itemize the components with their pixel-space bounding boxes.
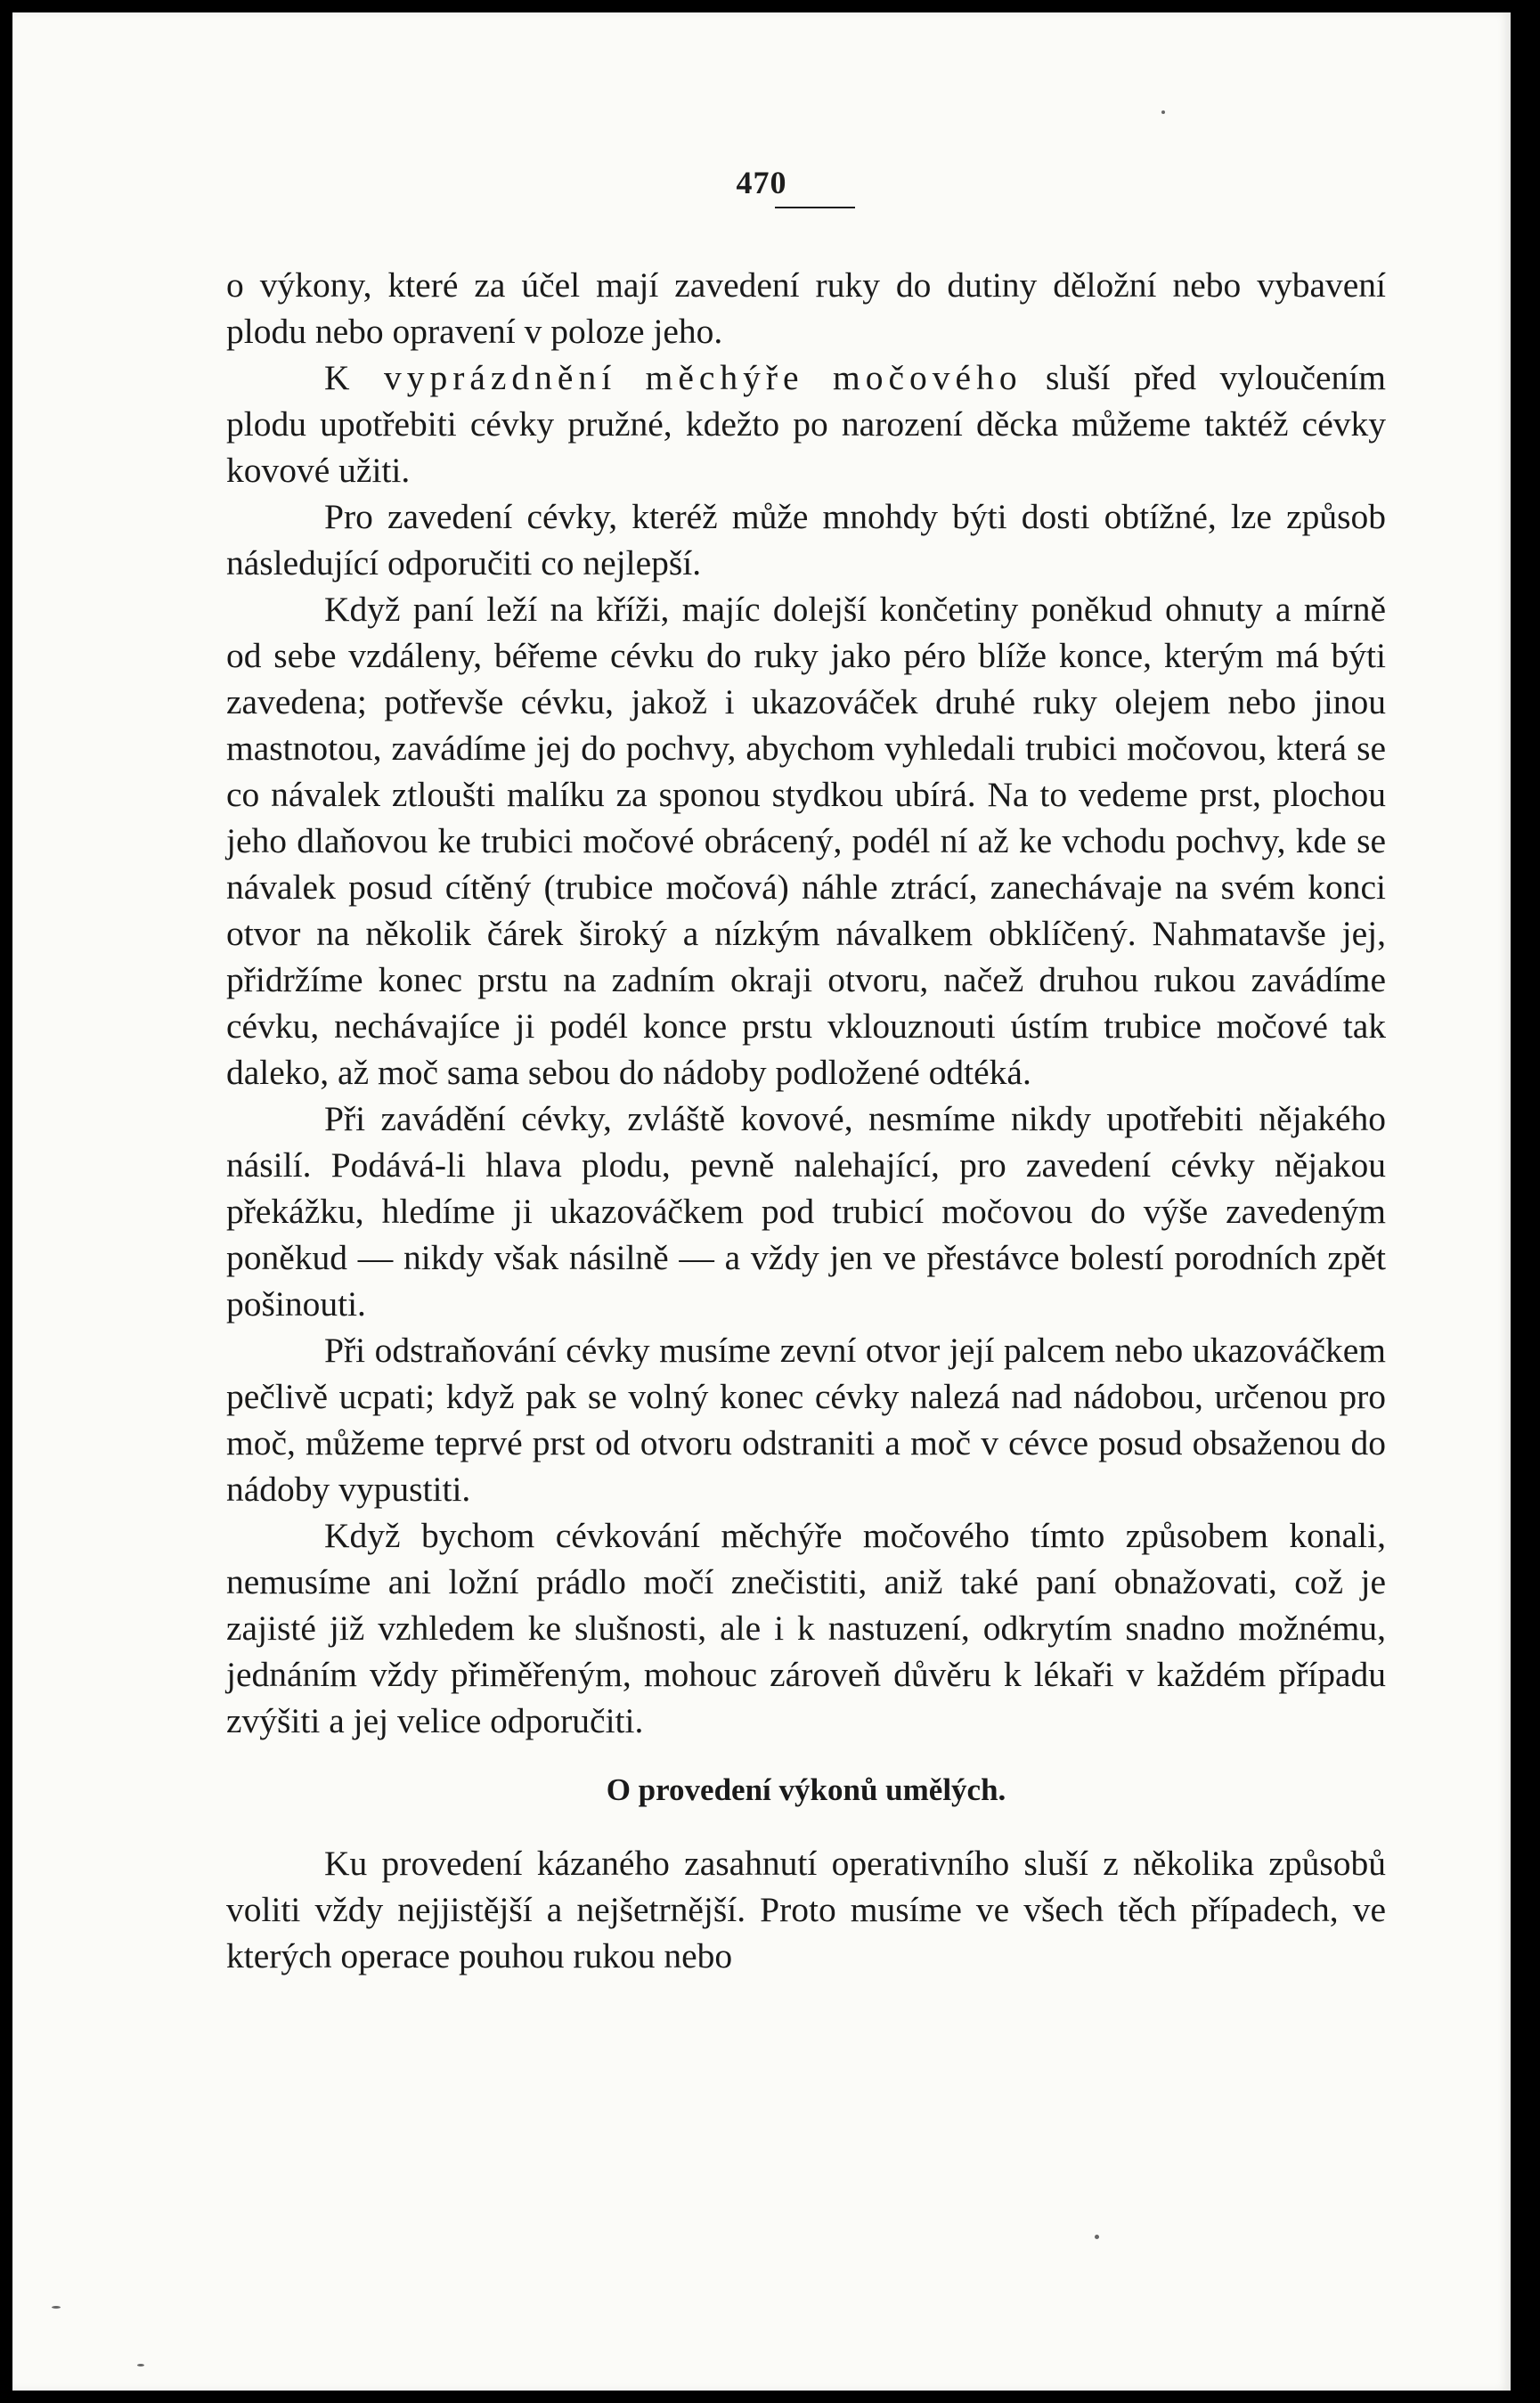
paragraph-caution: Při zavádění cévky, zvláště kovové, nesmíme nikdy upotřebiti nějakého násilí. Podává-li hlava plodu, pevně nalehající, pro zavedení cévky nějakou překážku, hledíme ji ukazováčkem pod trubicí močovou do výše zavedeným poněkud — nikdy však násilně — a vždy jen ve přestávce bolestí porodních zpět pošinouti. — [226, 1099, 1386, 1324]
paragraph-removal: Při odstraňování cévky musíme zevní otvor její palcem nebo ukazováčkem pečlivě ucpati; když pak se volný konec cévky nalezá nad nádobou, určenou pro moč, můžeme teprvé prst od otvoru odstraniti a moč v cévce posud obsaženou do nádoby vypustiti. — [226, 1331, 1386, 1509]
paper-speck — [52, 2306, 61, 2309]
paragraph-section-intro: Ku provedení kázaného zasahnutí operativního sluší z několika způsobů voliti vždy nejjistější a nejšetrnější. Proto musíme ve všech těch případech, ve kterých operace pouhou rukou nebo — [226, 1844, 1386, 1975]
section-heading: O provedení výkonů umělých. — [606, 1772, 1006, 1807]
paper-speck — [1095, 2235, 1099, 2239]
page-number-rule — [775, 207, 855, 208]
paragraph-continuation: o výkony, které za účel mají zavedení ruky do dutiny děložní nebo vybavení plodu nebo opravení v poloze jeho. — [226, 265, 1386, 351]
spaced-emphasis: K vyprázdnění měchýře močového — [324, 358, 1023, 397]
body-text — [226, 262, 1386, 1979]
page-number: 470 — [736, 165, 787, 200]
paper-speck — [1161, 110, 1165, 114]
book-page — [12, 12, 1511, 2391]
paragraph-bladder — [226, 354, 1386, 493]
paragraph-procedure: Když paní leží na kříži, majíc dolejší končetiny poněkud ohnuty a mírně od sebe vzdáleny, béřeme cévku do ruky jako péro blíže konce, kterým má býti zavedena; potřevše cévku, jakož i ukazováček druhé ruky olejem nebo jinou mastnotou, zavádíme jej do pochvy, abychom vyhledali trubici močovou, která se co návalek ztloušti malíku za sponou stydkou ubírá. Na to vedeme prst, plochou jeho dlaňovou ke trubici močové obrácený, podél ní až ke vchodu pochvy, kde se návalek posud cítěný (trubice močová) náhle ztrácí, zanechávaje na svém konci otvor na několik čárek široký a nízkým návalkem obklíčený. Nahmatavše jej, přidržíme konec prstu na zadním okraji otvoru, načež druhou rukou zavádíme cévku, nechávajíce ji podél konce prstu vklouznouti ústím trubice močové tak daleko, až moč sama sebou do nádoby podložené odtéká. — [226, 590, 1386, 1092]
paragraph-method: Pro zavedení cévky, kteréž může mnohdy býti dosti obtížné, lze způsob následující odporučiti co nejlepší. — [226, 497, 1386, 582]
paragraph-conclusion: Když bychom cévkování měchýře močového tímto způsobem konali, nemusíme ani ložní prádlo močí znečistiti, aniž také paní obnažovati, což je zajisté již vzhledem ke slušnosti, ale i k nastuzení, odkrytím snadno možnému, jednáním vždy přiměřeným, mohouc zároveň důvěru k lékaři v každém případu zvýšiti a jej velice odporučiti. — [226, 1516, 1386, 1740]
paper-speck — [137, 2364, 144, 2366]
paragraph-bladder-text: sluší před vyloučením plodu upotřebiti cévky pružné, kdežto po narození děcka můžeme taktéž cévky kovové užiti. — [226, 358, 1386, 490]
